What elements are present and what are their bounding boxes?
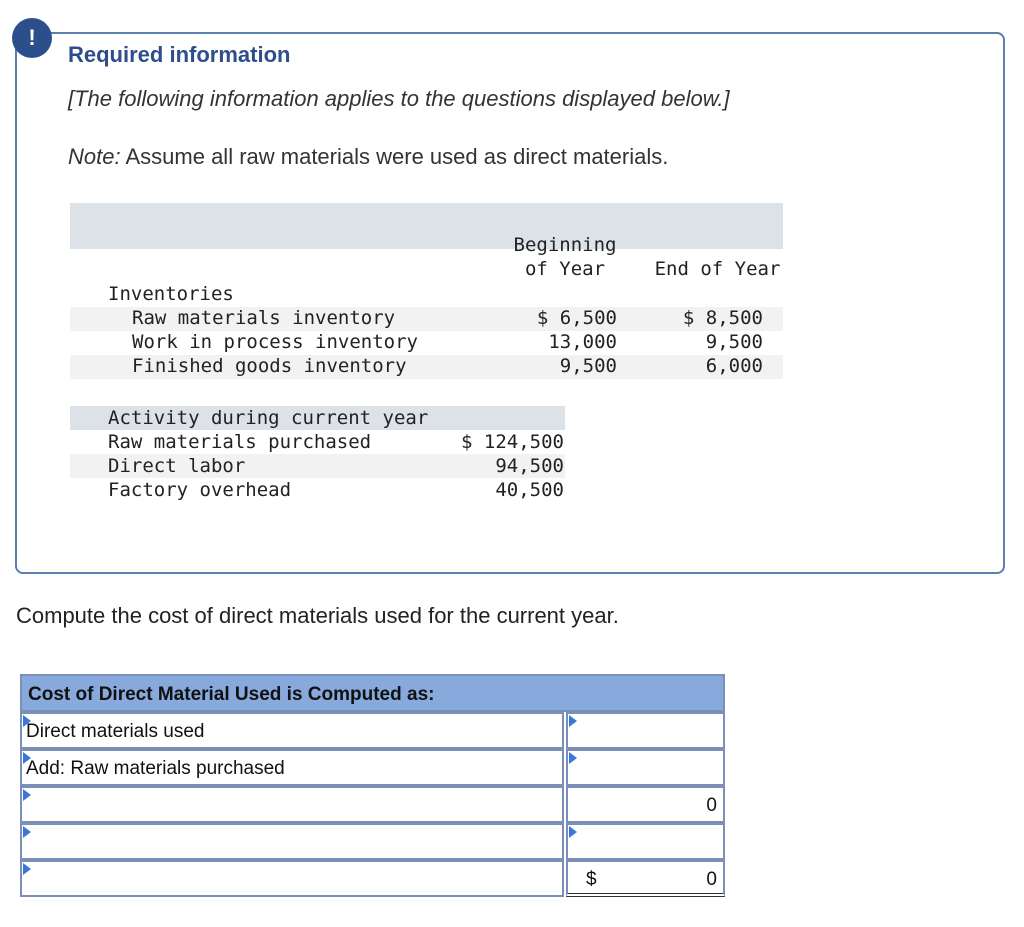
table-cell-begin: 9,500 — [559, 355, 617, 377]
input-indicator-icon — [569, 715, 577, 727]
table-row-label: Raw materials purchased — [108, 431, 372, 453]
inventories-label: Inventories — [108, 283, 234, 305]
note-label: Note: — [68, 144, 121, 169]
table-cell-begin: 13,000 — [548, 331, 617, 353]
table-cell-value: 40,500 — [495, 479, 564, 501]
answer-value-input[interactable] — [566, 712, 725, 749]
answer-row — [20, 823, 725, 860]
answer-value-input[interactable] — [566, 749, 725, 786]
col-header-end: End of Year — [654, 258, 781, 280]
inventory-header-band — [70, 203, 783, 249]
note-text — [68, 144, 668, 170]
table-row-label: Work in process inventory — [132, 331, 418, 353]
answer-label-cell — [20, 749, 564, 786]
note-body: Assume all raw materials were used as direct materials. — [120, 144, 669, 169]
input-indicator-icon — [569, 826, 577, 838]
table-cell-begin: $ 6,500 — [536, 307, 617, 329]
answer-label-input[interactable] — [20, 823, 564, 860]
answer-label-input[interactable] — [20, 860, 564, 897]
answer-row — [20, 786, 725, 823]
table-row-label: Finished goods inventory — [132, 355, 407, 377]
required-info-subtitle: [The following information applies to the questions displayed below.] — [68, 86, 730, 111]
dropdown-indicator-icon — [23, 826, 31, 838]
table-row-label: Factory overhead — [108, 479, 292, 501]
answer-table-header: Cost of Direct Material Used is Computed as: — [20, 674, 725, 712]
answer-row — [20, 712, 725, 749]
input-indicator-icon — [569, 752, 577, 764]
table-cell-end: 9,500 — [705, 331, 763, 353]
dropdown-indicator-icon — [23, 752, 31, 764]
table-cell-value: 94,500 — [495, 455, 564, 477]
table-cell-end: $ 8,500 — [682, 307, 763, 329]
answer-row — [20, 860, 725, 897]
col-header-begin-2: of Year — [524, 258, 606, 280]
answer-value: 0 — [706, 795, 717, 816]
col-header-begin-1: Beginning — [513, 234, 617, 256]
table-row-label: Raw materials inventory — [132, 307, 396, 329]
answer-row — [20, 749, 725, 786]
table-cell-end: 6,000 — [705, 355, 763, 377]
answer-label: Direct materials used — [26, 721, 205, 742]
table-row-label: Direct labor — [108, 455, 246, 477]
answer-label: Add: Raw materials purchased — [26, 758, 285, 779]
dropdown-indicator-icon — [23, 715, 31, 727]
answer-value: 0 — [706, 869, 717, 890]
dropdown-indicator-icon — [23, 789, 31, 801]
required-info-title: Required information — [68, 42, 291, 67]
answer-label-cell — [20, 712, 564, 749]
activity-title: Activity during current year — [108, 407, 429, 429]
answer-total-value — [566, 860, 725, 897]
alert-icon: ! — [12, 18, 52, 58]
dropdown-indicator-icon — [23, 863, 31, 875]
dollar-sign: $ — [586, 869, 597, 890]
answer-value-computed — [566, 786, 725, 823]
answer-value-input[interactable] — [566, 823, 725, 860]
table-cell-value: $ 124,500 — [461, 431, 564, 453]
question-text: Compute the cost of direct materials used for the current year. — [16, 603, 619, 628]
answer-label-input[interactable] — [20, 786, 564, 823]
